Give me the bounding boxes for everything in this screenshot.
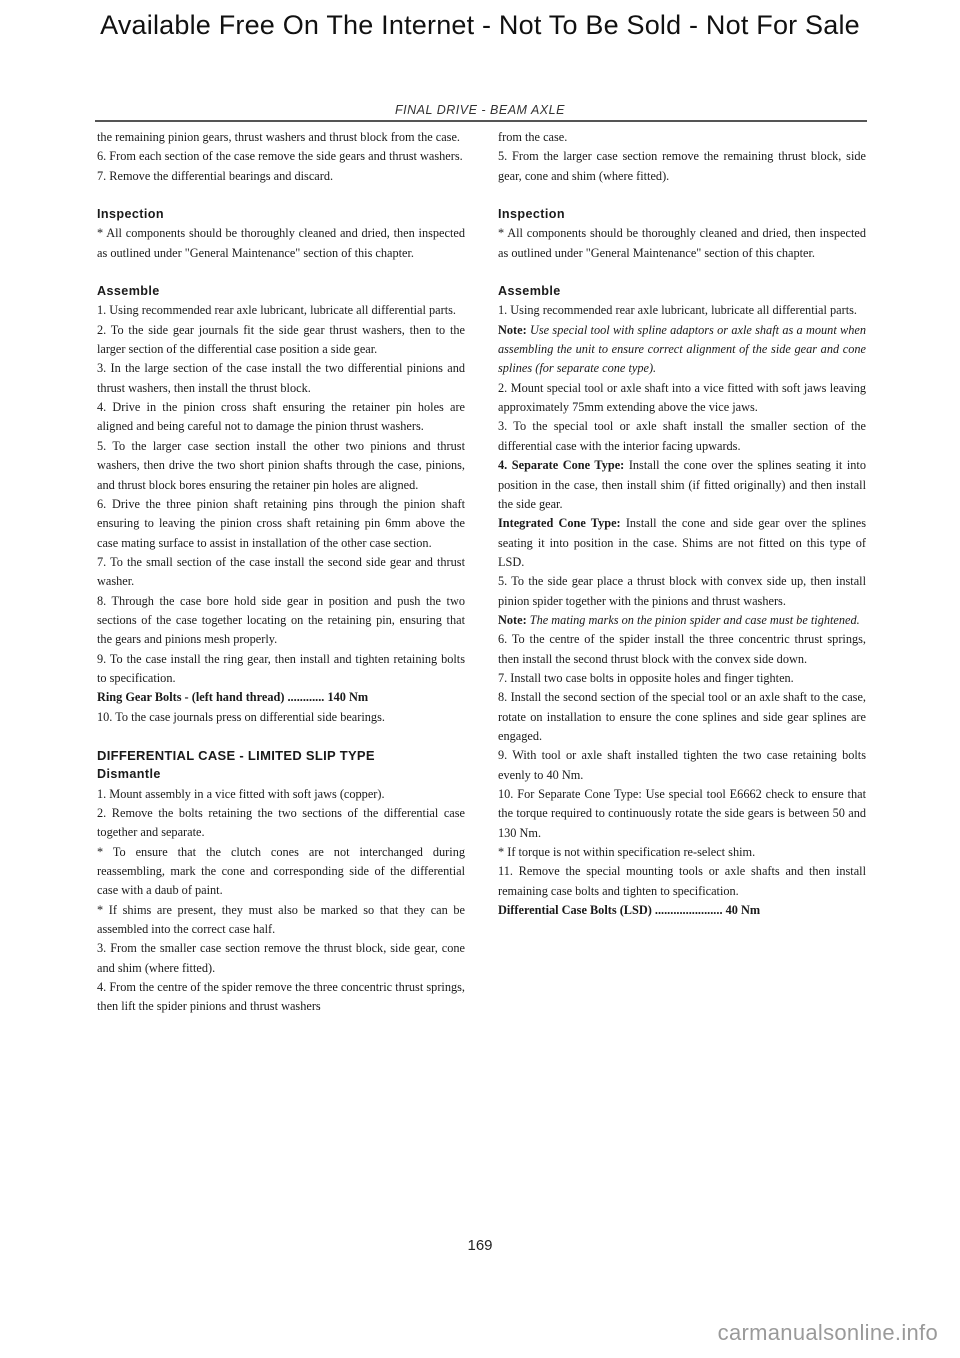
assemble-heading: Assemble <box>97 284 160 299</box>
step-label: Integrated Cone Type: <box>498 516 621 531</box>
paragraph: 5. From the larger case section remove the remaining thrust block, side gear, cone and shim (where fitted). <box>498 149 866 183</box>
step-4 <box>498 456 866 514</box>
spacer <box>97 186 465 205</box>
step-7: 7. To the small section of the case install the second side gear and thrust washer. <box>97 554 465 589</box>
dismantle-note: * If shims are present, they must also be marked so that they can be assembled into the correct case half. <box>97 902 465 937</box>
step-3: 3. In the large section of the case install the two differential pinions and thrust washers, then install the thrust block. <box>97 361 465 395</box>
step-10: 10. To the case journals press on differential side bearings. <box>97 709 385 724</box>
step-8: 8. Install the second section of the special tool or an axle shaft to the case, rotate on installation to ensure the cone splines and side gear splines are engaged. <box>498 690 866 743</box>
footer-watermark: carmanualsonline.info <box>717 1320 938 1345</box>
paragraph: 7. Remove the differential bearings and discard. <box>97 168 334 183</box>
step-9: 9. To the case install the ring gear, then install and tighten retaining bolts to specification. <box>97 651 465 685</box>
spacer <box>498 263 866 282</box>
page-number: 169 <box>467 1237 493 1254</box>
note <box>498 321 866 379</box>
dismantle-heading: Dismantle <box>97 767 161 782</box>
note <box>498 611 866 630</box>
step-4: 4. Drive in the pinion cross shaft ensuring the retainer pin holes are aligned and being careful not to damage the pinion thrust washers. <box>97 400 465 434</box>
inspection-heading: Inspection <box>97 207 164 222</box>
assemble-heading: Assemble <box>498 284 561 299</box>
step-6: 6. To the centre of the spider install the three concentric thrust springs, then install the second thrust block with the convex side down. <box>498 632 866 666</box>
dismantle-step-4: 4. From the centre of the spider remove the three concentric thrust springs, then lift the spider pinions and thrust washers <box>97 980 465 1014</box>
paragraph: from the case. <box>498 130 568 144</box>
note-text: The mating marks on the pinion spider and case must be tightened. <box>529 612 860 627</box>
step-1: 1. Using recommended rear axle lubricant, lubricate all differential parts. <box>498 303 857 318</box>
spacer <box>498 186 866 205</box>
spacer <box>97 727 465 746</box>
case-bolt-spec: Differential Case Bolts (LSD) ...................... 40 Nm <box>498 903 761 918</box>
step-text: Install the cone and side gear over the splines seating it into position in the case. Shims are not fitted on this type of LSD. <box>498 516 866 569</box>
note-label: Note: <box>498 612 527 627</box>
step-5: 5. To the larger case section install the other two pinions and thrust washers, then drive the two short pinion shafts through the case, pinions, and thrust block bores ensuring the retainer pin holes are aligned. <box>97 438 465 492</box>
step-label: 4. Separate Cone Type: <box>498 458 625 473</box>
step-11: 11. Remove the special mounting tools or axle shafts and then install remaining case bolts and tighten to specification. <box>498 864 866 898</box>
step-2: 2. To the side gear journals fit the side gear thrust washers, then to the larger section of the differential case position a side gear. <box>97 322 465 357</box>
step-10-note: * If torque is not within specification re-select shim. <box>498 845 756 860</box>
step-9: 9. With tool or axle shaft installed tighten the two case retaining bolts evenly to 40 Nm. <box>498 748 866 782</box>
right-column <box>498 128 866 920</box>
paragraph: 6. From each section of the case remove the side gears and thrust washers. <box>97 149 463 164</box>
note-label: Note: <box>498 322 527 337</box>
ring-gear-bolt-spec: Ring Gear Bolts - (left hand thread) ............ 140 Nm <box>97 690 369 705</box>
step-4b <box>498 514 866 572</box>
copyright-banner: Available Free On The Internet - Not To Be Sold - Not For Sale <box>100 10 860 40</box>
step-7: 7. Install two case bolts in opposite holes and finger tighten. <box>498 670 794 685</box>
dismantle-step-2: 2. Remove the bolts retaining the two sections of the differential case together and separate. <box>97 806 465 840</box>
step-2: 2. Mount special tool or axle shaft into a vice fitted with soft jaws leaving approximately 75mm extending above the vice jaws. <box>498 380 866 415</box>
step-5: 5. To the side gear place a thrust block with convex side up, then install pinion spider together with the pinions and thrust washers. <box>498 574 866 608</box>
dismantle-step-1: 1. Mount assembly in a vice fitted with soft jaws (copper). <box>97 786 385 801</box>
paragraph: * All components should be thoroughly cleaned and dried, then inspected as outlined under "General Maintenance" section of this chapter. <box>498 226 866 260</box>
step-8: 8. Through the case bore hold side gear in position and push the two sections of the case together locating on the retaining pin, ensuring that the gears and pinions mesh properly. <box>97 593 465 647</box>
paragraph: the remaining pinion gears, thrust washers and thrust block from the case. <box>97 130 461 144</box>
paragraph: * All components should be thoroughly cleaned and dried, then inspected as outlined under "General Maintenance" section of this chapter. <box>97 226 465 260</box>
section-heading: DIFFERENTIAL CASE - LIMITED SLIP TYPE <box>97 747 375 763</box>
dismantle-note: * To ensure that the clutch cones are not interchanged during reassembling, mark the cone and corresponding side of the differential case with a daub of paint. <box>97 844 465 898</box>
header-rule <box>95 120 867 122</box>
inspection-heading: Inspection <box>498 207 565 222</box>
left-column <box>97 128 465 1017</box>
note-text: Use special tool with spline adaptors or axle shaft as a mount when assembling the unit to ensure correct alignment of the side gear and cone splines (for separate cone type). <box>498 322 866 376</box>
running-head: FINAL DRIVE - BEAM AXLE <box>395 103 565 117</box>
dismantle-step-3: 3. From the smaller case section remove the thrust block, side gear, cone and shim (where fitted). <box>97 941 465 975</box>
step-3: 3. To the special tool or axle shaft install the smaller section of the differential case with the interior facing upwards. <box>498 419 866 453</box>
step-10: 10. For Separate Cone Type: Use special tool E6662 check to ensure that the torque required to continuously rotate the side gears is between 50 and 130 Nm. <box>498 787 866 840</box>
step-1: 1. Using recommended rear axle lubricant, lubricate all differential parts. <box>97 303 456 318</box>
step-6: 6. Drive the three pinion shaft retaining pins through the pinion shaft ensuring to leaving the pinion cross shaft retaining pin 6mm above the case mating surface to assist in installation of the other case section. <box>97 496 465 550</box>
step-text: Install the cone over the splines seating it into position in the case, then install shim (if fitted originally) and then install the side gear. <box>498 458 866 511</box>
spacer <box>97 263 465 282</box>
